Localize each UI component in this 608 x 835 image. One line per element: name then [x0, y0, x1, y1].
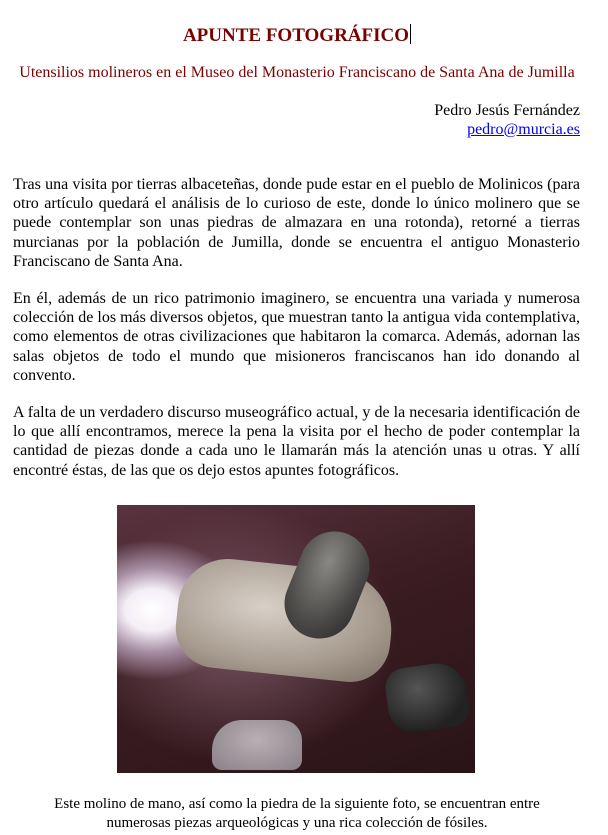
document-title — [0, 24, 594, 47]
document-subtitle: Utensilios molineros en el Museo del Monasterio Franciscano de Santa Ana de Jumilla — [19, 64, 575, 81]
hand-mill-photo — [117, 505, 475, 773]
photo-caption — [0, 795, 594, 832]
author-block — [434, 101, 580, 139]
article-body — [13, 175, 580, 498]
caption-line: numerosas piezas arqueológicas y una rica colección de fósiles. — [106, 814, 488, 831]
author-name: Pedro Jesús Fernández — [434, 102, 580, 119]
title-text: APUNTE FOTOGRÁFICO — [182, 25, 410, 46]
dark-rock — [383, 660, 471, 736]
author-email-link[interactable]: pedro@murcia.es — [467, 121, 580, 138]
paragraph: Tras una visita por tierras albaceteñas, donde pude estar en el pueblo de Molinicos (para otro artículo quedará el análisis de lo curioso de este, donde lo único molinero que se puede contemplar son unas piedras de almazara en una rotonda), retorné a tierras murcianas por la población de Jumilla, donde se encuentra el antiguo Monasterio Franciscano de Santa Ana. — [13, 176, 580, 270]
caption-line: Este molino de mano, así como la piedra de la siguiente foto, se encuentran entre — [54, 796, 540, 812]
text-cursor — [410, 24, 411, 44]
grey-rock — [212, 720, 302, 770]
paragraph: A falta de un verdadero discurso museográfico actual, y de la necesaria identificación de lo que allí encontramos, merece la pena la visita por el hecho de poder contemplar la cantidad de piezas donde a cada uno le llamarán más la atención unas u otras. Y allí encontré éstas, de las que os dejo estos apuntes fotográficos. — [13, 404, 580, 479]
paragraph: En él, además de un rico patrimonio imaginero, se encuentra una variada y numerosa colección de los más diversos objetos, que muestran tanto la antigua vida contemplativa, como elementos de otras civilizaciones que habitaron la comarca. Además, adornan las salas objetos de todo el mundo que misioneros franciscanos han ido donando al convento. — [13, 290, 580, 384]
